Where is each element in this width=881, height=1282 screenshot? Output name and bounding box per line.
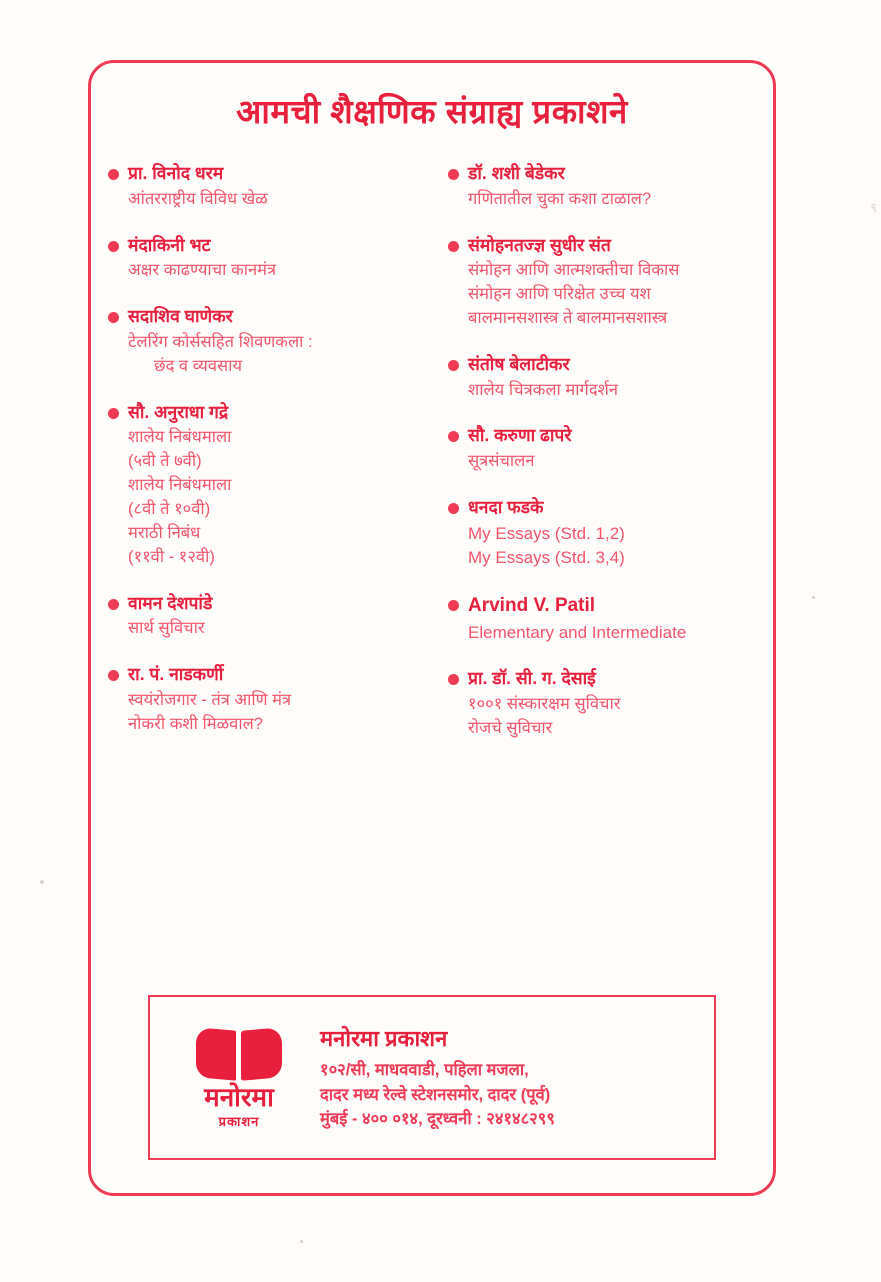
bullet-icon <box>448 360 459 371</box>
bullet-icon <box>108 169 119 180</box>
catalog-column-left <box>100 162 424 763</box>
book-title: छंद व व्यवसाय <box>154 356 243 375</box>
address-line: १०२/सी, माधववाडी, पहिला मजला, <box>320 1060 529 1079</box>
book-title: स्वयंरोजगार - तंत्र आणि मंत्र <box>128 690 292 709</box>
bullet-icon <box>448 431 459 442</box>
author-name: प्रा. डॉ. सी. ग. देसाई <box>468 668 596 689</box>
book-spine <box>236 1027 240 1081</box>
catalog-column-right <box>440 162 764 763</box>
catalog-columns <box>100 162 764 763</box>
list-item <box>440 353 764 403</box>
page-title: आमची शैक्षणिक संग्राह्य प्रकाशने <box>236 93 628 130</box>
author-name: सदाशिव घाणेकर <box>128 306 233 327</box>
paper-speck <box>40 880 44 884</box>
author-name: वामन देशपांडे <box>128 592 213 613</box>
list-item <box>100 592 424 642</box>
book-title: आंतरराष्ट्रीय विविध खेळ <box>128 189 268 208</box>
book-title: My Essays (Std. 1,2) <box>468 523 625 543</box>
book-title: शालेय चित्रकला मार्गदर्शन <box>468 380 618 399</box>
paper-speck <box>812 596 815 599</box>
book-title: शालेय निबंधमाला <box>128 428 232 447</box>
bullet-icon <box>108 312 119 323</box>
logo-name: मनोरमा <box>204 1082 274 1113</box>
author-name: धनदा फडके <box>468 497 544 518</box>
bullet-icon <box>108 408 119 419</box>
bullet-icon <box>448 503 459 514</box>
bullet-icon <box>108 670 119 681</box>
publisher-logo <box>150 1025 314 1130</box>
list-item <box>100 401 424 570</box>
list-item <box>100 162 424 212</box>
book-title: सार्थ सुविचार <box>128 619 205 638</box>
bullet-icon <box>448 169 459 180</box>
list-item <box>100 234 424 284</box>
bullet-icon <box>448 674 459 685</box>
book-page-left <box>196 1027 237 1081</box>
bullet-icon <box>108 599 119 610</box>
book-title: संमोहन आणि आत्मशक्तीचा विकास <box>468 261 680 280</box>
address-line: मुंबई - ४०० ०१४, दूरध्वनी : २४१४८२९९ <box>320 1110 555 1129</box>
book-title: मराठी निबंध <box>128 523 201 542</box>
book-title: My Essays (Std. 3,4) <box>468 548 625 568</box>
book-grade: (११वी - १२वी) <box>128 547 215 566</box>
bullet-icon <box>448 241 459 252</box>
author-name: सौ. करुणा ढापरे <box>468 425 572 446</box>
author-name: मंदाकिनी भट <box>128 234 211 255</box>
edge-page-mark: ९ <box>870 200 877 215</box>
book-page-right <box>241 1027 282 1081</box>
author-name: डॉ. शशी बेडेकर <box>468 163 565 183</box>
list-item <box>100 305 424 378</box>
list-item <box>100 663 424 736</box>
author-name: सौ. अनुराधा गद्रे <box>128 401 229 422</box>
author-name: Arvind V. Patil <box>468 594 596 616</box>
paper-speck <box>300 1240 303 1243</box>
author-name: प्रा. विनोद धरम <box>128 163 224 183</box>
book-title: रोजचे सुविचार <box>468 718 553 737</box>
list-item <box>440 162 764 212</box>
list-item <box>440 667 764 740</box>
book-title: संमोहन आणि परिक्षेत उच्च यश <box>468 285 651 304</box>
publisher-details <box>314 1023 714 1132</box>
author-name: संमोहनतज्ज्ञ सुधीर संत <box>468 234 611 255</box>
bullet-icon <box>108 241 119 252</box>
publisher-footer <box>148 995 716 1160</box>
author-name: संतोष बेलाटीकर <box>468 353 570 374</box>
book-title: १००१ संस्कारक्षम सुविचार <box>468 694 621 713</box>
publisher-name: मनोरमा प्रकाशन <box>320 1025 448 1051</box>
book-title: अक्षर काढण्याचा कानमंत्र <box>128 261 277 280</box>
book-title: सूत्रसंचालन <box>468 452 535 471</box>
book-grade: (८वी ते १०वी) <box>128 499 211 518</box>
list-item <box>440 234 764 331</box>
list-item <box>440 496 764 571</box>
logo-subtitle: प्रकाशन <box>218 1113 260 1129</box>
list-item <box>440 424 764 474</box>
address-line: दादर मध्य रेल्वे स्टेशनसमोर, दादर (पूर्व) <box>320 1085 551 1104</box>
book-title: Elementary and Intermediate <box>468 622 687 642</box>
bullet-icon <box>448 600 459 611</box>
list-item <box>440 593 764 645</box>
book-title: गणितातील चुका कशा टाळाल? <box>468 189 652 208</box>
book-title: शालेय निबंधमाला <box>128 476 232 495</box>
book-title: नोकरी कशी मिळवाल? <box>128 714 263 733</box>
book-title: टेलरिंग कोर्ससहित शिवणकला : <box>128 332 313 351</box>
author-name: रा. पं. नाडकर्णी <box>128 664 224 685</box>
book-grade: (५वी ते ७वी) <box>128 452 202 471</box>
book-title: बालमानसशास्त्र ते बालमानसशास्त्र <box>468 309 668 328</box>
open-book-icon <box>196 1025 282 1081</box>
